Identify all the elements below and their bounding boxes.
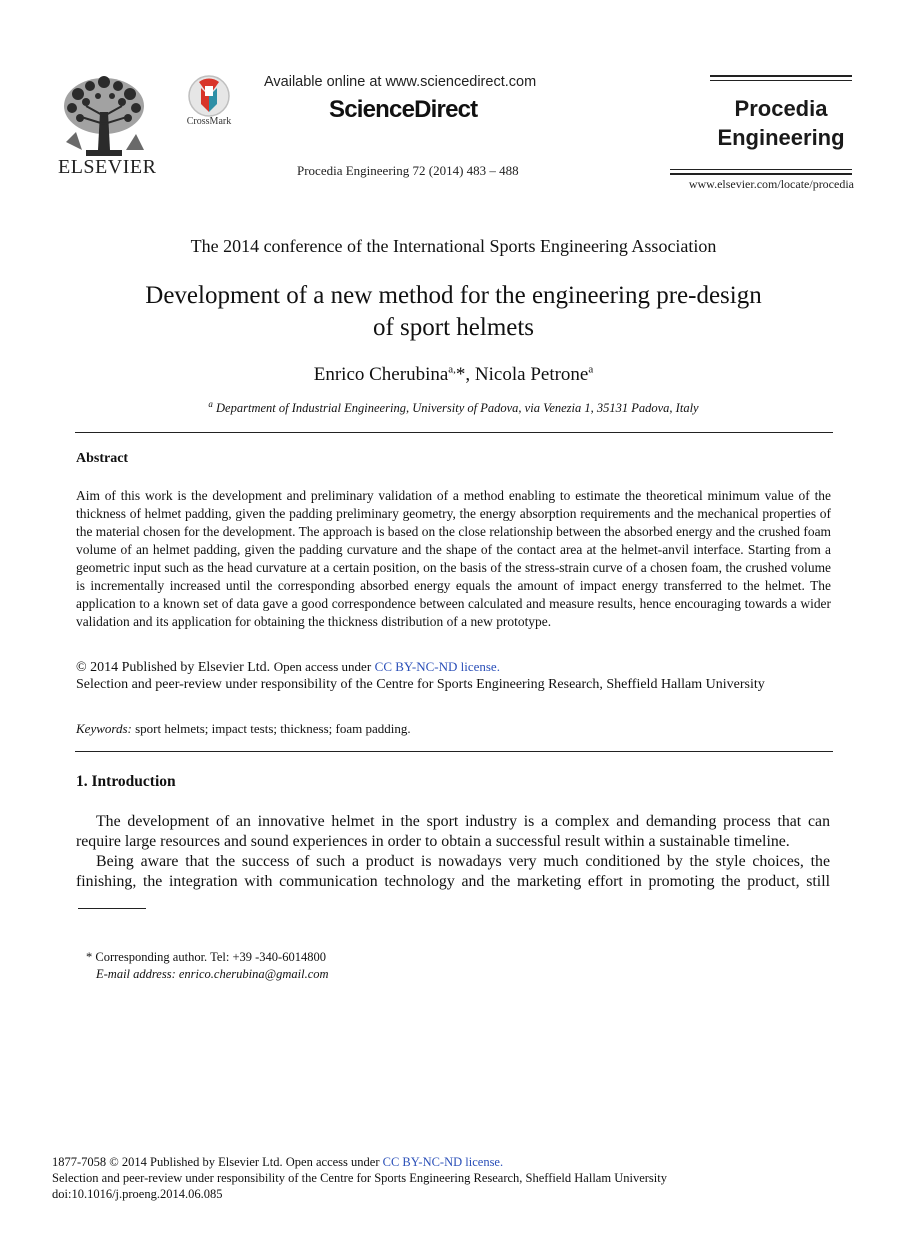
journal-citation: Procedia Engineering 72 (2014) 483 – 488: [297, 163, 519, 178]
email-label: E-mail address:: [96, 967, 176, 981]
conference-line: The 2014 conference of the International Sports Engineering Association: [190, 236, 717, 256]
journal-name-line2: Engineering: [717, 125, 845, 150]
footer-issn-text: 1877-7058 © 2014 Published by Elsevier Ltd. Open access under: [52, 1155, 380, 1169]
paper-title: [0, 280, 907, 344]
available-online-text: Available online at www.sciencedirect.com: [264, 74, 537, 90]
journal-rule-top-thin: [710, 80, 852, 81]
paper-title-line1: Development of a new method for the engineering pre-design: [145, 282, 762, 309]
crossmark-label: CrossMark: [186, 116, 232, 127]
paper-title-line2: of sport helmets: [372, 314, 535, 341]
affiliation-sup: a: [208, 398, 213, 409]
abstract-heading: Abstract: [76, 451, 129, 466]
abstract-copyright: [76, 659, 500, 676]
open-access-text: Open access under: [273, 659, 372, 674]
email-address[interactable]: enrico.cherubina@gmail.com: [178, 967, 329, 981]
journal-rule-bottom-thin: [670, 169, 852, 170]
intro-paragraph-2-line-2: finishing, the integration with communication technology and the marketing effort in promoting the product, still: [76, 873, 830, 890]
author-2-affiliation-sup: a: [588, 363, 594, 376]
author-line: [0, 364, 907, 386]
affiliation-text: Department of Industrial Engineering, University of Padova, via Venezia 1, 35131 Padova, Italy: [216, 401, 699, 415]
author-1-corresponding-mark: *: [455, 364, 466, 385]
copyright-text: © 2014 Published by Elsevier Ltd.: [76, 660, 271, 675]
keywords-line: [76, 721, 411, 737]
footnote-email: [96, 967, 329, 982]
journal-name-line1: Procedia: [734, 96, 828, 121]
footnote-rule: [78, 908, 146, 909]
rule-below-keywords: [75, 751, 833, 752]
elsevier-wordmark: ELSEVIER: [58, 156, 157, 178]
footer-peer-review: Selection and peer-review under responsibility of the Centre for Sports Engineering Research, Sheffield Hallam University: [52, 1171, 667, 1185]
footnote-corresponding: [86, 950, 326, 965]
journal-name: [710, 94, 852, 152]
section-heading-introduction: 1. Introduction: [76, 773, 176, 790]
journal-url[interactable]: www.elsevier.com/locate/procedia: [688, 177, 854, 191]
elsevier-tree-icon: [56, 72, 152, 158]
intro-paragraph-1: The development of an innovative helmet in the sport industry is a complex and demanding process that can require large resources and sound experiences in order to obtain a successful result within a sustainable timeline.: [76, 813, 830, 850]
keywords-label: Keywords:: [76, 721, 132, 736]
license-link[interactable]: CC BY-NC-ND license.: [374, 659, 500, 674]
rule-above-abstract: [75, 432, 833, 433]
footnote-corresponding-text: Corresponding author. Tel: +39 -340-6014800: [95, 950, 326, 964]
author-1-affiliation-sup: a,: [448, 363, 456, 376]
journal-rule-top-thick: [710, 75, 852, 77]
crossmark-icon: [187, 74, 231, 118]
author-2-name: Nicola Petrone: [474, 364, 589, 385]
footnote-marker: *: [86, 950, 93, 964]
footer-license-link[interactable]: CC BY-NC-ND license.: [382, 1155, 504, 1169]
footer-doi[interactable]: doi:10.1016/j.proeng.2014.06.085: [52, 1187, 223, 1201]
crossmark-badge[interactable]: [178, 74, 240, 134]
abstract-peer-review: Selection and peer-review under responsibility of the Centre for Sports Engineering Research, Sheffield Hallam University: [76, 677, 765, 692]
intro-paragraph-2-line-1: Being aware that the success of such a product is nowadays very much conditioned by the style choices, the: [96, 853, 830, 870]
affiliation-line: [0, 398, 907, 416]
elsevier-logo: [56, 72, 157, 178]
keywords-text: sport helmets; impact tests; thickness; foam padding.: [135, 721, 411, 736]
abstract-body: Aim of this work is the development and preliminary validation of a method enabling to estimate the theoretical minimum value of the thickness of helmet padding, given the padding preliminary geometry, the energy absorption requirements and the mechanical properties of the material chosen for the development. The approach is based on the close relationship between the absorbed energy and the crushed foam volume of an helmet padding, given the padding curvature and the shape of the contact area at the helmet-anvil interface. Starting from a geometric input such as the head curvature at a certain position, on the basis of the stress-strain curve of a chosen foam, the crushed volume is incrementally increased until the corresponding absorbed energy equals the amount of impact energy transferred to the helmet. The application to a known set of data gave a good correspondence between calculated and measure results, hence encouraging towards a wider validation and its application for obtaining the thickness distribution of a new prototype.: [76, 488, 831, 629]
footer-issn-line: [52, 1155, 503, 1170]
sciencedirect-wordmark: ScienceDirect: [329, 96, 478, 123]
author-separator: ,: [465, 364, 475, 385]
author-1-name: Enrico Cherubina: [313, 364, 449, 385]
journal-rule-bottom-thick: [670, 173, 852, 175]
